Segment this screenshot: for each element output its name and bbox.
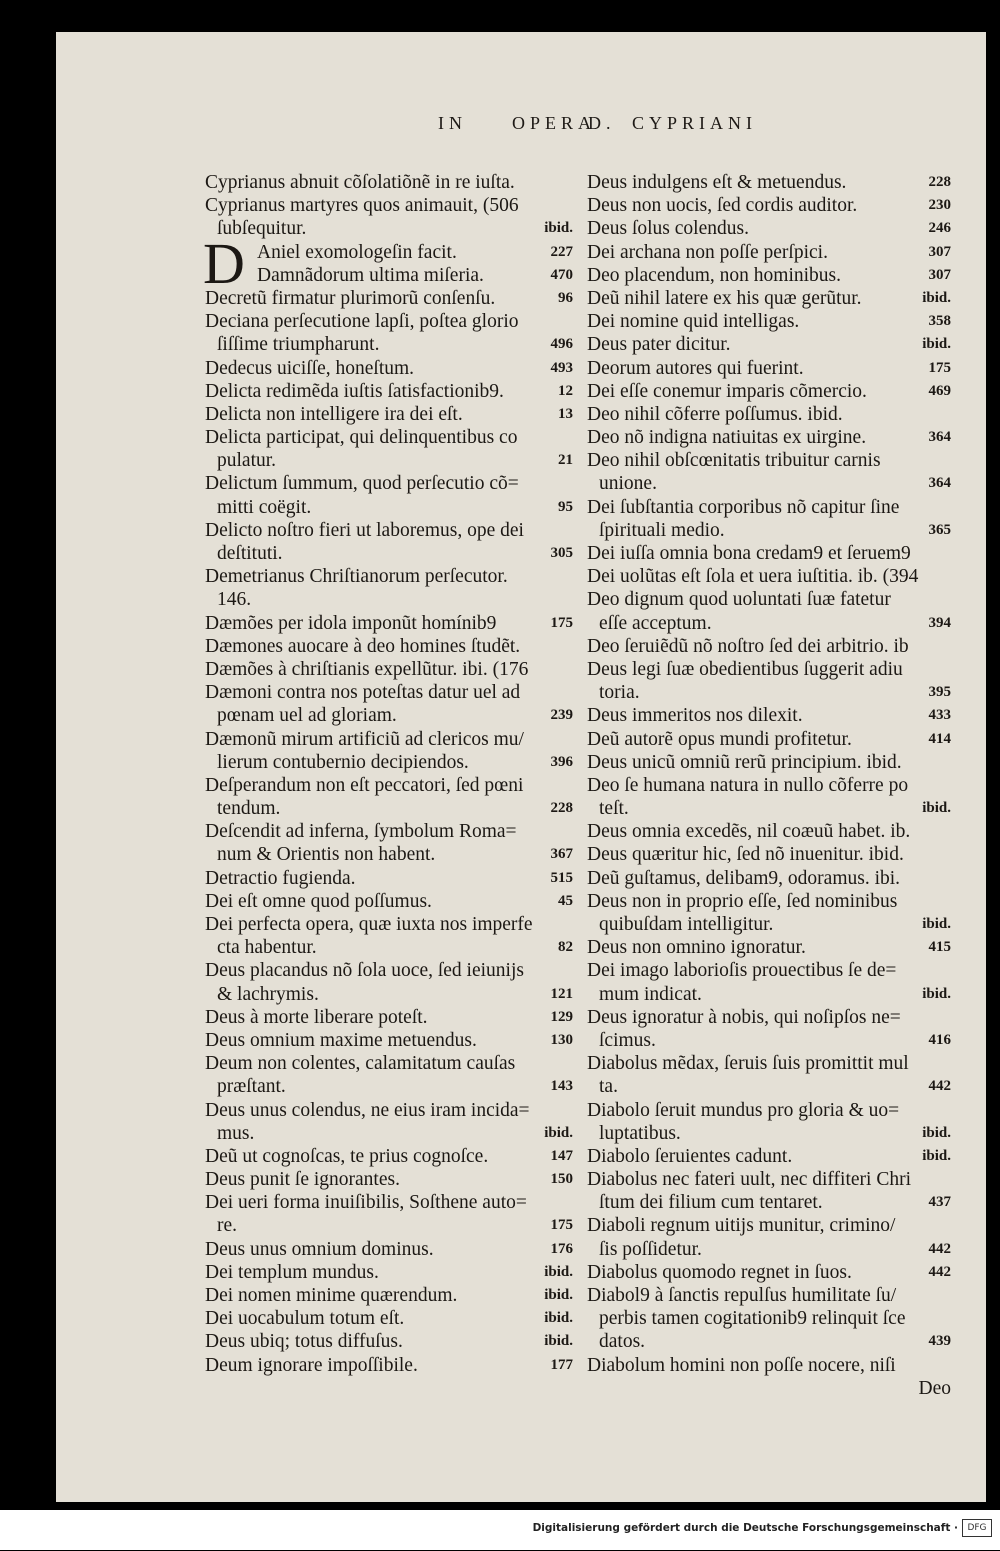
entry-text: Deus omnia excedẽs, nil coæuũ habet. ib.: [587, 821, 911, 843]
index-entry: [587, 843, 951, 866]
entry-page-number: ibid.: [544, 1263, 573, 1280]
entry-text: ſpirituali medio.: [599, 519, 725, 541]
entry-text: ſiſſime triumpharunt.: [217, 334, 380, 356]
entry-text: num & Orientis non habent.: [217, 844, 436, 866]
entry-text: Dei iuſſa omnia bona credam9 et ſeruem9: [587, 543, 911, 564]
index-entry: [587, 959, 951, 982]
index-entry: [587, 1006, 951, 1029]
index-column-right: [587, 171, 951, 1400]
index-entry: [587, 635, 951, 658]
index-entry: [587, 751, 951, 774]
index-entry: [587, 1307, 951, 1330]
index-entry: [587, 1052, 951, 1075]
entry-page-number: ibid.: [544, 1333, 573, 1350]
index-entry: [205, 519, 573, 542]
index-entry: [205, 1330, 573, 1353]
index-entry: [205, 333, 573, 356]
index-entry: [587, 913, 951, 936]
entry-text: 146.: [217, 589, 252, 611]
index-entry: [205, 728, 573, 751]
index-entry: [205, 936, 573, 959]
entry-text: Diabol9 à ſanctis repulſus humilitate ſu/: [587, 1285, 897, 1306]
entry-page-number: 496: [550, 336, 573, 353]
entry-text: Deus immeritos nos dilexit.: [587, 705, 803, 727]
index-entry: [587, 333, 951, 356]
entry-text: Cyprianus abnuit cõſolatiõnẽ in re iuſta.: [205, 172, 515, 193]
index-entry: [587, 774, 951, 797]
entry-text: Aniel exomologeſin facit.: [257, 241, 457, 263]
entry-text: Cyprianus martyres quos animauit, (506: [205, 195, 519, 217]
entry-text: Deus unus colendus, ne eius iram incida=: [205, 1099, 530, 1121]
entry-text: Delicta non intelligere ira dei eſt.: [205, 403, 463, 425]
entry-text: Demetrianus Chriſtianorum perſecutor.: [205, 566, 508, 588]
index-entry: [205, 913, 573, 936]
entry-text: Diabolo ſeruientes cadunt.: [587, 1145, 793, 1167]
entry-page-number: 150: [550, 1171, 573, 1188]
index-entry: [205, 890, 573, 913]
entry-text: Dei imago laborioſis prouectibus ſe de=: [587, 960, 897, 982]
entry-text: Dei eſt omne quod poſſumus.: [205, 890, 432, 912]
entry-page-number: 130: [550, 1031, 573, 1048]
entry-text: Deſperandum non eſt peccatori, ſed pœni: [205, 774, 524, 796]
entry-page-number: 437: [928, 1194, 951, 1211]
index-entry: [587, 890, 951, 913]
entry-page-number: 147: [550, 1147, 573, 1164]
index-entry: [587, 287, 951, 310]
entry-text: Dæmões à chriſtianis expellũtur. ibi. (176: [205, 658, 529, 680]
entry-text: ſis poſſidetur.: [599, 1238, 702, 1260]
index-entry: [587, 1354, 951, 1377]
index-entry: [205, 287, 573, 310]
entry-text: Deo nõ indigna natiuitas ex uirgine.: [587, 427, 867, 449]
entry-page-number: ibid.: [922, 985, 951, 1002]
entry-page-number: 305: [550, 545, 573, 561]
entry-page-number: 470: [550, 266, 573, 283]
index-entry: [205, 1006, 573, 1029]
index-entry: [587, 380, 951, 403]
index-entry: [205, 1099, 573, 1122]
entry-text: unione.: [599, 473, 657, 495]
entry-text: pulatur.: [217, 450, 277, 472]
index-entry: [587, 588, 951, 611]
entry-page-number: 365: [928, 521, 951, 538]
index-entry: [205, 681, 573, 704]
entry-page-number: 175: [928, 359, 951, 376]
index-entry: [205, 357, 573, 380]
entry-text: luptatibus.: [599, 1122, 681, 1144]
entry-text: Deũ ut cognoſcas, te prius cognoſce.: [205, 1145, 489, 1167]
entry-text: mitti coëgit.: [217, 496, 312, 518]
entry-text: Diabolus nec fateri uult, nec diffiteri Chri: [587, 1169, 911, 1191]
entry-text: Deus indulgens eſt & metuendus.: [587, 172, 847, 193]
entry-text: Diabolus mẽdax, ſeruis ſuis promittit mul: [587, 1053, 909, 1075]
entry-text: Dei ſubſtantia corporibus nõ capitur ſine: [587, 496, 900, 518]
entry-text: Delicto noſtro fieri ut laboremus, ope dei: [205, 519, 524, 541]
entry-text: pœnam uel ad gloriam.: [217, 705, 397, 727]
index-entry: [205, 1214, 573, 1237]
entry-page-number: 364: [928, 429, 951, 446]
index-entry: [587, 264, 951, 287]
index-entry: [205, 496, 573, 519]
index-entry: [587, 681, 951, 704]
entry-text: tendum.: [217, 798, 281, 820]
index-entry: [205, 1168, 573, 1191]
entry-page-number: 358: [928, 313, 951, 330]
entry-text: Decretũ firmatur plurimorũ conſenſu.: [205, 287, 496, 309]
index-entry: [205, 983, 573, 1006]
footer-text: Digitalisierung gefördert durch die Deutsche Forschungsgemeinschaft ·: [532, 1522, 958, 1534]
entry-page-number: ibid.: [544, 220, 573, 237]
index-entry: [205, 1261, 573, 1284]
index-entry: [587, 820, 951, 843]
index-entry: [587, 1330, 951, 1353]
entry-page-number: 439: [928, 1333, 951, 1350]
entry-page-number: 96: [558, 289, 573, 306]
entry-text: ta.: [599, 1076, 618, 1098]
index-entry: [205, 612, 573, 635]
entry-text: Dæmões per idola imponũt homínib9: [205, 612, 497, 634]
index-entry: [205, 1191, 573, 1214]
entry-text: Deus non in proprio eſſe, ſed nominibus: [587, 890, 898, 912]
index-entry: [205, 635, 573, 658]
index-entry: [205, 1145, 573, 1168]
entry-page-number: 230: [928, 197, 951, 214]
header-word-4: CYPRIANI: [632, 113, 758, 133]
entry-text: ſtum dei filium cum tentaret.: [599, 1192, 823, 1214]
index-entry: [205, 449, 573, 472]
index-entry: [205, 426, 573, 449]
index-entry: [587, 449, 951, 472]
index-entry: [205, 565, 573, 588]
entry-page-number: ibid.: [922, 1124, 951, 1141]
index-entry: [205, 797, 573, 820]
dfg-logo: DFG: [962, 1519, 992, 1537]
index-entry: [587, 357, 951, 380]
entry-text: Deũ nihil latere ex his quæ gerũtur.: [587, 287, 862, 309]
entry-page-number: 442: [928, 1078, 951, 1095]
entry-page-number: 175: [550, 1217, 573, 1234]
entry-page-number: 394: [928, 614, 951, 631]
entry-page-number: 177: [550, 1356, 573, 1373]
index-entry: [205, 1354, 573, 1377]
index-entry: [587, 241, 951, 264]
entry-text: Dæmoni contra nos poteſtas datur uel ad: [205, 682, 521, 704]
index-entry: [205, 658, 573, 681]
index-entry: [205, 1052, 573, 1075]
entry-text: Deus ſolus colendus.: [587, 218, 749, 240]
entry-text: Delicta redimẽda iuſtis ſatisfactionib9.: [205, 380, 504, 402]
entry-text: Dæmonũ mirum artificiũ ad clericos mu/: [205, 728, 524, 750]
index-entry: [205, 588, 573, 611]
index-entry: [205, 774, 573, 797]
entry-text: Dei nomen minime quærendum.: [205, 1285, 458, 1306]
entry-text: Deus unicũ omniũ rerũ principium. ibid.: [587, 751, 902, 773]
header-word-1: IN: [438, 113, 467, 133]
entry-page-number: 239: [550, 707, 573, 724]
index-column-left: [205, 171, 573, 1377]
entry-text: Deum non colentes, calamitatum cauſas: [205, 1053, 516, 1075]
entry-text: Deum ignorare impoſſibile.: [205, 1354, 418, 1376]
index-entry: [205, 1284, 573, 1307]
entry-text: Detractio fugienda.: [205, 867, 356, 889]
entry-page-number: 129: [550, 1008, 573, 1025]
entry-page-number: 82: [558, 939, 573, 956]
index-entry: [587, 612, 951, 635]
index-entry: [205, 751, 573, 774]
entry-page-number: 13: [558, 405, 573, 422]
entry-page-number: 442: [928, 1240, 951, 1257]
index-entry: [587, 1214, 951, 1237]
index-entry: [205, 472, 573, 495]
index-entry: [205, 1122, 573, 1145]
index-entry: [587, 1029, 951, 1052]
index-entry: [587, 658, 951, 681]
index-entry: [587, 426, 951, 449]
drop-cap: D: [203, 230, 245, 296]
entry-text: Dei templum mundus.: [205, 1261, 379, 1283]
index-entry: [587, 1238, 951, 1261]
entry-text: Diabolum homini non poſſe nocere, niſi: [587, 1354, 896, 1376]
entry-text: Deus quæritur hic, ſed nõ inuenitur. ibid.: [587, 844, 904, 866]
entry-page-number: 364: [928, 475, 951, 492]
entry-text: Delicta participat, qui delinquentibus co: [205, 427, 518, 449]
index-entry: [205, 704, 573, 727]
entry-page-number: 121: [550, 985, 573, 1002]
entry-text: Deus placandus nõ ſola uoce, ſed ieiunijs: [205, 960, 524, 982]
index-entry: [587, 1261, 951, 1284]
entry-text: Deo placendum, non hominibus.: [587, 264, 842, 286]
index-entry: [205, 194, 573, 217]
index-entry: [205, 171, 573, 194]
entry-page-number: ibid.: [922, 1147, 951, 1164]
entry-text: Diaboli regnum uitijs munitur, crimino/: [587, 1215, 896, 1237]
entry-text: Deo: [918, 1377, 951, 1399]
index-entry: [205, 403, 573, 426]
index-entry: [587, 472, 951, 495]
entry-text: Deus omnium maxime metuendus.: [205, 1029, 477, 1051]
entry-text: Delictum ſummum, quod perſecutio cõ=: [205, 473, 519, 495]
index-entry: [205, 380, 573, 403]
entry-text: Deus ignoratur à nobis, qui noſipſos ne=: [587, 1006, 901, 1028]
index-entry: [587, 1145, 951, 1168]
index-entry: [587, 310, 951, 333]
entry-text: Diabolo ſeruit mundus pro gloria & uo=: [587, 1099, 900, 1121]
entry-page-number: ibid.: [544, 1287, 573, 1303]
entry-page-number: 493: [550, 359, 573, 376]
entry-text: Deũ autorẽ opus mundi profitetur.: [587, 728, 852, 750]
entry-text: Deciana perſecutione lapſi, poſtea glorio: [205, 311, 519, 333]
entry-page-number: ibid.: [922, 289, 951, 306]
header-word-3: D.: [588, 113, 616, 133]
index-entry: [587, 1284, 951, 1307]
index-entry: [205, 867, 573, 890]
digitization-footer: [0, 1510, 1000, 1550]
entry-text: Deus non omnino ignoratur.: [587, 937, 806, 959]
entry-page-number: 307: [928, 266, 951, 283]
index-entry: [205, 264, 573, 287]
entry-text: Deus à morte liberare poteſt.: [205, 1006, 428, 1028]
index-entry: [205, 843, 573, 866]
entry-text: toria.: [599, 682, 640, 704]
entry-page-number: 228: [550, 800, 573, 817]
entry-page-number: 415: [928, 939, 951, 956]
entry-page-number: 433: [928, 707, 951, 724]
entry-text: ſcimus.: [599, 1029, 656, 1051]
entry-text: re.: [217, 1215, 238, 1237]
entry-text: mum indicat.: [599, 983, 702, 1005]
entry-text: quibuſdam intelligitur.: [599, 914, 774, 935]
entry-text: Diabolus quomodo regnet in ſuos.: [587, 1261, 852, 1283]
entry-text: deſtituti.: [217, 543, 283, 564]
index-entry: [587, 797, 951, 820]
index-entry: [587, 171, 951, 194]
entry-page-number: 143: [550, 1078, 573, 1095]
index-entry: [205, 310, 573, 333]
header-word-2: OPERA: [512, 113, 597, 133]
entry-page-number: 416: [928, 1031, 951, 1048]
entry-page-number: ibid.: [544, 1124, 573, 1141]
entry-page-number: ibid.: [544, 1310, 573, 1327]
index-entry: [587, 217, 951, 240]
entry-text: Dei ueri forma inuiſibilis, Soſthene auto=: [205, 1192, 527, 1214]
index-entry: [205, 820, 573, 843]
entry-page-number: 414: [928, 730, 951, 747]
entry-page-number: ibid.: [922, 336, 951, 353]
entry-page-number: 395: [928, 684, 951, 701]
entry-text: & lachrymis.: [217, 983, 319, 1005]
index-entry: [587, 983, 951, 1006]
index-entry: [587, 1099, 951, 1122]
entry-text: Deo nihil obſcœnitatis tribuitur carnis: [587, 450, 881, 472]
index-entry: [205, 1307, 573, 1330]
entry-text: Deus non uocis, ſed cordis auditor.: [587, 195, 858, 217]
entry-text: Deorum autores qui fuerint.: [587, 357, 804, 379]
entry-page-number: 95: [558, 498, 573, 515]
index-entry: [587, 728, 951, 751]
index-entry: [587, 542, 951, 565]
entry-text: Dei perfecta opera, quæ iuxta nos imperfe: [205, 914, 533, 935]
index-entry: [587, 194, 951, 217]
entry-text: Dei nomine quid intelligas.: [587, 311, 800, 333]
index-entry: [587, 704, 951, 727]
entry-text: datos.: [599, 1331, 646, 1353]
index-entry: [587, 519, 951, 542]
entry-text: Deus pater dicitur.: [587, 334, 731, 356]
index-entry: [587, 1075, 951, 1098]
index-entry: [205, 217, 573, 240]
entry-text: Deus ubiq; totus diffuſus.: [205, 1331, 403, 1353]
entry-text: Dei uolũtas eſt ſola et uera iuſtitia. ib. (394: [587, 566, 919, 588]
entry-text: ſubſequitur.: [217, 218, 307, 240]
index-entry: [587, 403, 951, 426]
entry-text: Deo ſeruiẽdũ nõ noſtro ſed dei arbitrio. ib: [587, 635, 909, 657]
entry-text: Dæmones auocare à deo homines ſtudẽt.: [205, 635, 521, 657]
entry-text: Dei eſſe conemur imparis cõmercio.: [587, 380, 867, 402]
entry-page-number: 396: [550, 753, 573, 770]
entry-page-number: 515: [550, 869, 573, 886]
entry-text: lierum contubernio decipiendos.: [217, 751, 469, 773]
entry-text: Deũ guſtamus, delibam9, odoramus. ibi.: [587, 867, 901, 889]
index-entry: [587, 1122, 951, 1145]
entry-page-number: 367: [550, 846, 573, 863]
entry-page-number: ibid.: [922, 916, 951, 932]
running-header: [0, 113, 1000, 143]
index-entry: [205, 1029, 573, 1052]
entry-text: Deo nihil cõferre poſſumus. ibid.: [587, 403, 843, 425]
entry-text: Deo ſe humana natura in nullo cõferre po: [587, 774, 909, 796]
entry-text: Deus legi ſuæ obedientibus ſuggerit adiu: [587, 658, 903, 680]
entry-text: Deo dignum quod uoluntati ſuæ fatetur: [587, 589, 891, 611]
index-entry: [587, 496, 951, 519]
entry-page-number: 12: [558, 382, 573, 399]
entry-page-number: 228: [928, 174, 951, 190]
entry-text: Deus punit ſe ignorantes.: [205, 1169, 400, 1191]
index-entry: [587, 565, 951, 588]
entry-text: eſſe acceptum.: [599, 612, 712, 634]
entry-text: Damnãdorum ultima miſeria.: [257, 264, 484, 286]
entry-page-number: 469: [928, 382, 951, 399]
entry-text: mus.: [217, 1122, 255, 1144]
index-entry: [205, 1238, 573, 1261]
entry-page-number: 442: [928, 1263, 951, 1280]
index-entry: [587, 1168, 951, 1191]
index-entry: [587, 867, 951, 890]
entry-page-number: 246: [928, 220, 951, 237]
index-entry: [205, 1075, 573, 1098]
entry-text: teſt.: [599, 798, 629, 820]
entry-text: Dei archana non poſſe perſpici.: [587, 241, 828, 263]
index-entry: [587, 1191, 951, 1214]
index-entry: [587, 1377, 951, 1400]
index-entry: [205, 959, 573, 982]
entry-page-number: 175: [550, 614, 573, 631]
entry-page-number: 176: [550, 1240, 573, 1257]
entry-text: cta habentur.: [217, 937, 317, 959]
entry-text: Dei uocabulum totum eſt.: [205, 1308, 405, 1330]
entry-page-number: 45: [558, 892, 573, 909]
entry-text: Dedecus uiciſſe, honeſtum.: [205, 357, 415, 379]
entry-text: præſtant.: [217, 1076, 286, 1098]
index-entry: [205, 542, 573, 565]
entry-text: Deſcendit ad inferna, ſymbolum Roma=: [205, 821, 517, 843]
entry-page-number: 227: [550, 243, 573, 260]
entry-page-number: ibid.: [922, 800, 951, 817]
index-entry: [587, 936, 951, 959]
entry-page-number: 21: [558, 452, 573, 469]
entry-text: perbis tamen cogitationib9 relinquit ſce: [599, 1308, 906, 1330]
entry-text: Deus unus omnium dominus.: [205, 1238, 434, 1260]
entry-page-number: 307: [928, 243, 951, 260]
